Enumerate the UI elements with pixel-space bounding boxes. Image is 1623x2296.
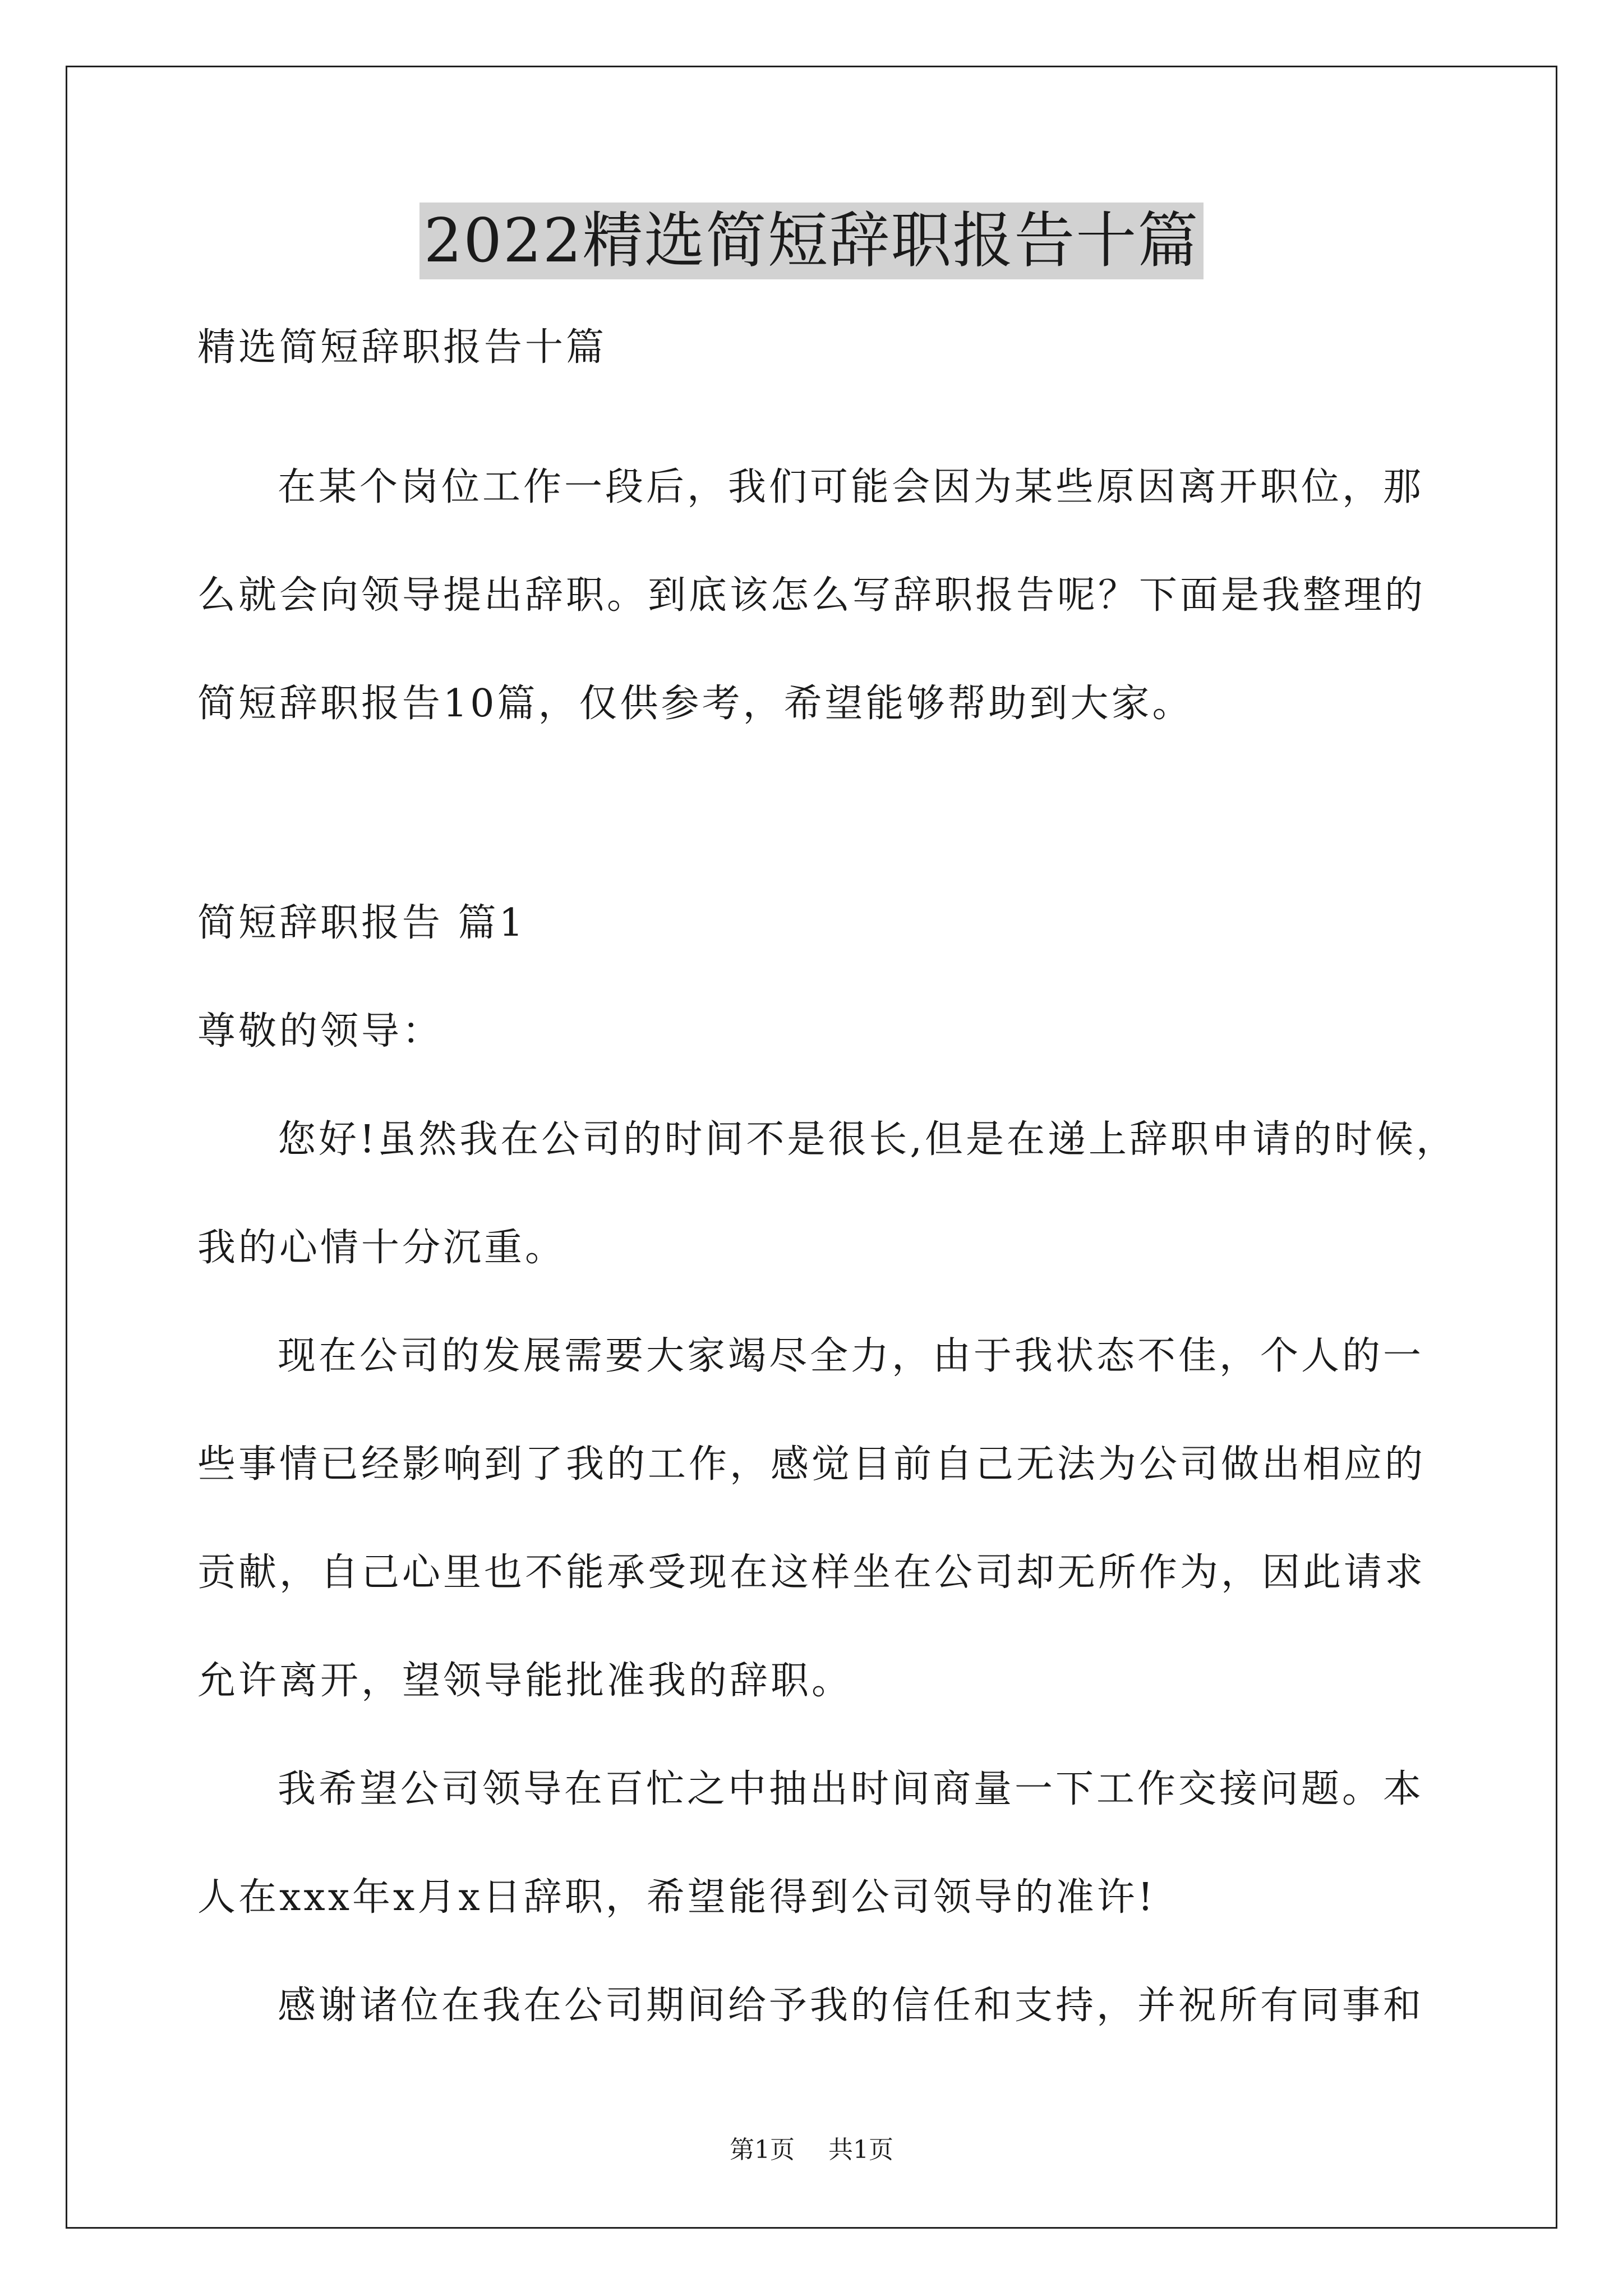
section-heading: 简短辞职报告 篇1 (197, 901, 526, 945)
body-line-4: 些事情已经影响到了我的工作，感觉目前自己无法为公司做出相应的 (197, 1442, 1426, 1487)
body-line-5: 贡献，自己心里也不能承受现在这样坐在公司却无所作为，因此请求 (197, 1550, 1426, 1595)
body-line-1: 您好!虽然我在公司的时间不是很长,但是在递上辞职申请的时候， (278, 1117, 1457, 1162)
subtitle: 精选简短辞职报告十篇 (197, 325, 607, 370)
document-title-text: 2022精选简短辞职报告十篇 (419, 203, 1204, 279)
body-line-8: 人在xxx年x月x日辞职，希望能得到公司领导的准许! (197, 1875, 1156, 1920)
intro-line-2: 么就会向领导提出辞职。到底该怎么写辞职报告呢？下面是我整理的 (197, 573, 1426, 618)
salutation: 尊敬的领导： (197, 1009, 444, 1053)
intro-line-3: 简短辞职报告10篇，仅供参考，希望能够帮助到大家。 (197, 682, 1193, 726)
body-line-9: 感谢诸位在我在公司期间给予我的信任和支持，并祝所有同事和 (278, 1984, 1424, 2028)
document-title (0, 202, 1623, 280)
page-number-current: 第1页 (730, 2136, 795, 2164)
body-line-7: 我希望公司领导在百忙之中抽出时间商量一下工作交接问题。本 (278, 1767, 1424, 1811)
body-line-3: 现在公司的发展需要大家竭尽全力，由于我状态不佳，个人的一 (278, 1334, 1424, 1378)
page-number-total: 共1页 (828, 2136, 893, 2164)
intro-line-1: 在某个岗位工作一段后，我们可能会因为某些原因离开职位，那 (278, 465, 1424, 509)
page-footer (0, 2134, 1623, 2166)
body-line-6: 允许离开，望领导能批准我的辞职。 (197, 1659, 853, 1703)
body-line-2: 我的心情十分沉重。 (197, 1226, 566, 1270)
